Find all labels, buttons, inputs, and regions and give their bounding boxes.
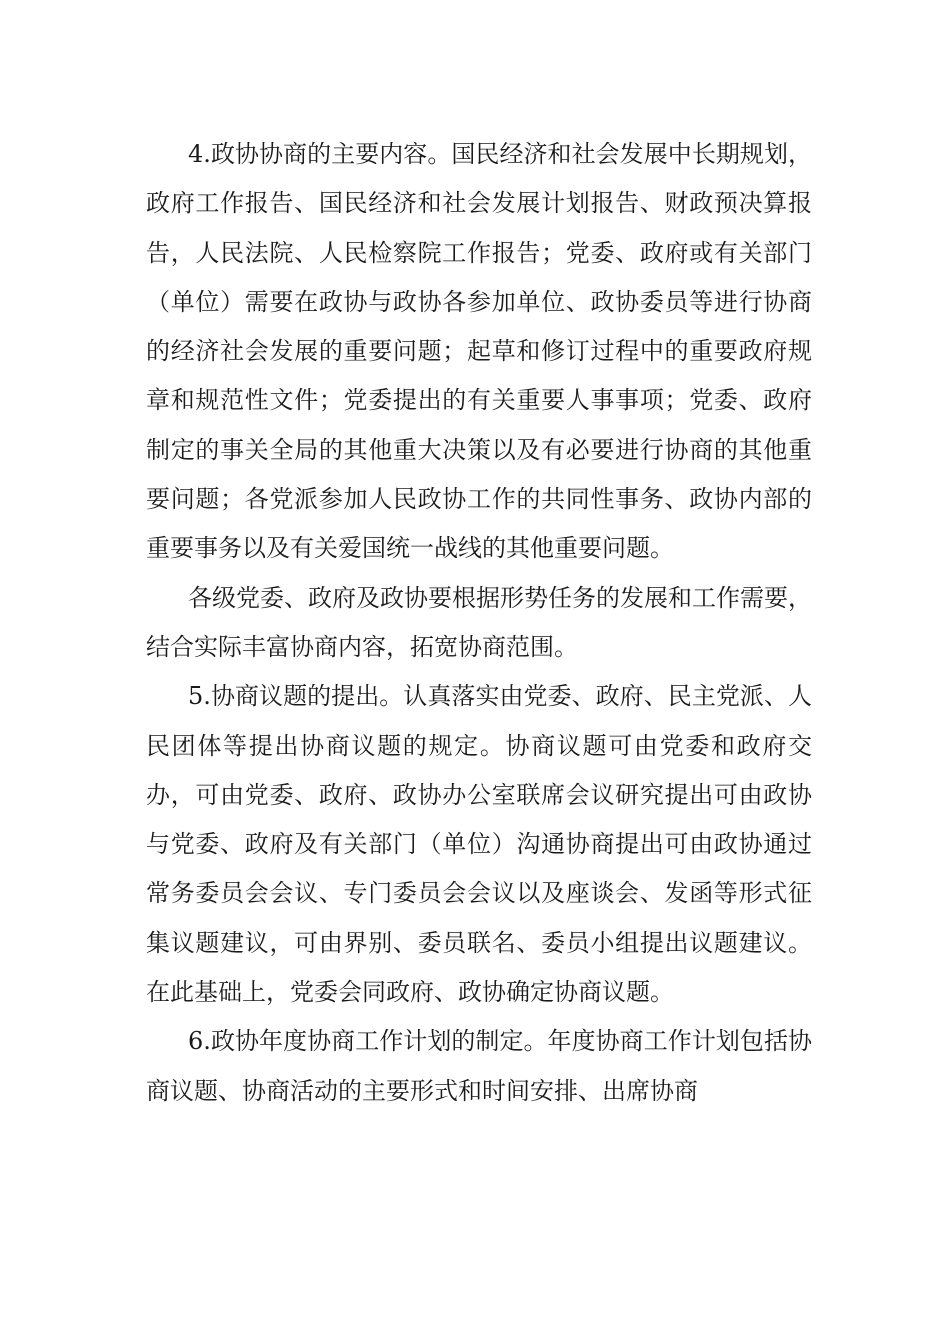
paragraph-main-content: 4.政协协商的主要内容。国民经济和社会发展中长期规划，政府工作报告、国民经济和社会发展计划报告、财政预决算报告，人民法院、人民检察院工作报告；党委、政府或有关部门（单位）需要在政协与政协各参加单位、政协委员等进行协商的经济社会发展的重要问题；起草和修订过程中的重要政府规章和规范性文件；党委提出的有关重要人事事项；党委、政府制定的事关全局的其他重大决策以及有必要进行协商的其他重要问题；各党派参加人民政协工作的共同性事务、政协内部的重要事务以及有关爱国统一战线的其他重要问题。 — [146, 140, 812, 563]
paragraph-annual-plan: 6.政协年度协商工作计划的制定。年度协商工作计划包括协商议题、协商活动的主要形式和时间安排、出席协商 — [146, 1027, 812, 1105]
paragraph-topic-proposal: 5.协商议题的提出。认真落实由党委、政府、民主党派、人民团体等提出协商议题的规定。协商议题可由党委和政府交办，可由党委、政府、政协办公室联席会议研究提出可由政协与党委、政府及有关部门（单位）沟通协商提出可由政协通过常务委员会会议、专门委员会会议以及座谈会、发函等形式征集议题建议，可由界别、委员联名、委员小组提出议题建议。在此基础上，党委会同政府、政协确定协商议题。 — [146, 682, 812, 1007]
body-text — [146, 130, 812, 1116]
paragraph-enrich-scope: 各级党委、政府及政协要根据形势任务的发展和工作需要，结合实际丰富协商内容，拓宽协商范围。 — [146, 583, 812, 661]
